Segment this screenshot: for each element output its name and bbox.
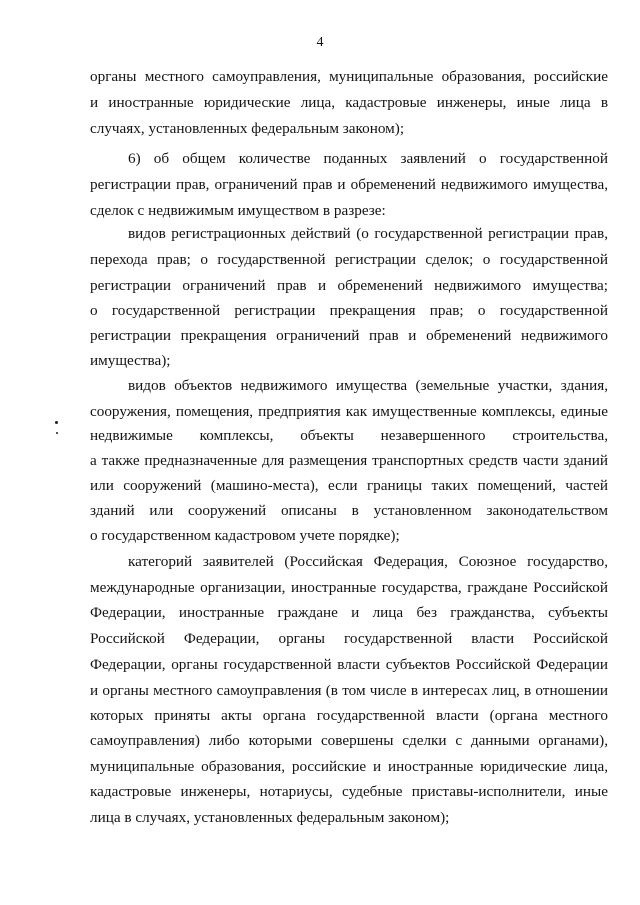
text-line: муниципальные образования, российские и иностранные юридические лица, [90,758,608,775]
text-line: которых приняты акты органа государственной власти (органа местного [90,707,608,724]
text-line: и органы местного самоуправления (в том числе в интересах лиц, в отношении [90,682,608,699]
text-line: видов регистрационных действий (о государственной регистрации прав, [128,225,608,242]
text-line: о государственной регистрации прекращения прав; о государственной [90,302,608,319]
text-line: 6) об общем количестве поданных заявлений о государственной [128,150,608,167]
text-line: органы местного самоуправления, муниципальные образования, российские [90,68,608,85]
scan-mark [55,421,58,424]
text-line: а также предназначенные для размещения транспортных средств части зданий [90,452,608,469]
text-line: регистрации прекращения ограничений прав и обременений недвижимого [90,327,608,344]
text-line: категорий заявителей (Российская Федерация, Союзное государство, [128,553,608,570]
text-line: перехода прав; о государственной регистрации сделок; о государственной [90,251,608,268]
text-line: международные организации, иностранные государства, граждане Российской [90,579,608,596]
text-line: сооружения, помещения, предприятия как имущественные комплексы, единые [90,403,608,420]
text-line: Федерации, иностранные граждане и лица без гражданства, субъекты [90,604,608,621]
text-line: регистрации ограничений прав и обременений недвижимого имущества; [90,277,608,294]
text-line: или сооружений (машино-места), если границы таких помещений, частей [90,477,608,494]
text-line: зданий или сооружений описаны в установленном законодательством [90,502,608,519]
text-line: регистрации прав, ограничений прав и обременений недвижимого имущества, [90,176,608,193]
text-line: сделок с недвижимым имуществом в разрезе: [90,202,386,219]
text-line: о государственном кадастровом учете порядке); [90,527,400,544]
text-line: Федерации, органы государственной власти субъектов Российской Федерации [90,656,608,673]
text-line: самоуправления) либо которыми совершены сделки с данными органами), [90,732,608,749]
text-line: и иностранные юридические лица, кадастровые инженеры, иные лица в [90,94,608,111]
text-line: лица в случаях, установленных федеральным законом); [90,809,450,826]
text-line: недвижимые комплексы, объекты незавершенного строительства, [90,427,608,444]
page-number: 4 [316,35,324,50]
text-line: имущества); [90,352,171,369]
scan-mark [56,432,58,434]
text-line: видов объектов недвижимого имущества (земельные участки, здания, [128,377,608,394]
text-line: Российской Федерации, органы государственной власти Российской [90,630,608,647]
text-line: кадастровые инженеры, нотариусы, судебные приставы-исполнители, иные [90,783,608,800]
text-line: случаях, установленных федеральным законом); [90,120,405,137]
